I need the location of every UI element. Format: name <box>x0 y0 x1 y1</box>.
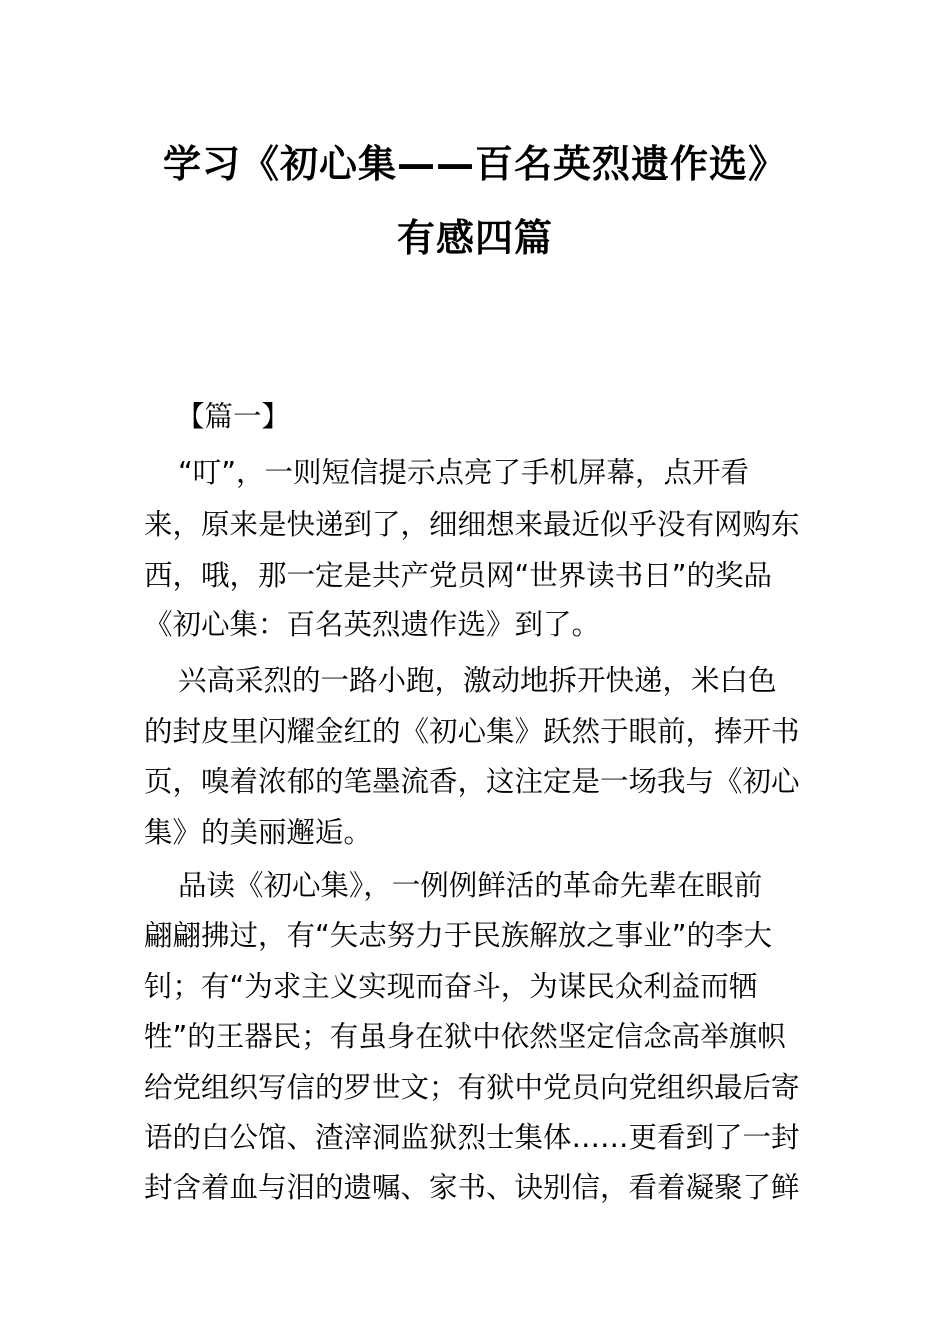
paragraph-line: 兴高采烈的一路小跑，激动地拆开快递，米白色 <box>178 664 777 697</box>
paragraph-line: 页，嗅着浓郁的笔墨流香，这注定是一场我与《初心 <box>144 765 800 798</box>
paragraph-line: 来，原来是快递到了，细细想来最近似乎没有网购东 <box>144 508 800 541</box>
paragraph-line: 西，哦，那一定是共产党员网“世界读书日”的奖品 <box>144 559 773 592</box>
document-title-line-1: 学习《初心集——百名英烈遗作选》 <box>162 142 787 186</box>
paragraph-line: 语的白公馆、渣滓洞监狱烈士集体……更看到了一封 <box>144 1121 800 1154</box>
paragraph-line: 品读《初心集》，一例例鲜活的革命先辈在眼前 <box>178 869 763 902</box>
paragraph-line: 翩翩拂过，有“矢志努力于民族解放之事业”的李大 <box>144 919 773 952</box>
paragraph-line: 《初心集：百名英烈遗作选》到了。 <box>144 608 601 641</box>
paragraph-line: 集》的美丽邂逅。 <box>144 816 373 849</box>
paragraph-line: 封含着血与泪的遗嘱、家书、诀别信，看着凝聚了鲜 <box>144 1171 800 1204</box>
paragraph-line: 的封皮里闪耀金红的《初心集》跃然于眼前，捧开书 <box>144 715 800 748</box>
document-title-line-2: 有感四篇 <box>396 216 553 260</box>
paragraph-line: 给党组织写信的罗世文；有狱中党员向党组织最后寄 <box>144 1071 800 1104</box>
section-label: 【篇一】 <box>176 400 291 433</box>
paragraph-line: “叮”，一则短信提示点亮了手机屏幕，点开看 <box>178 456 750 489</box>
paragraph-line: 牲”的王器民；有虽身在狱中依然坚定信念高举旗帜 <box>144 1020 786 1053</box>
paragraph-line: 钊；有“为求主义实现而奋斗，为谋民众利益而牺 <box>144 970 758 1003</box>
